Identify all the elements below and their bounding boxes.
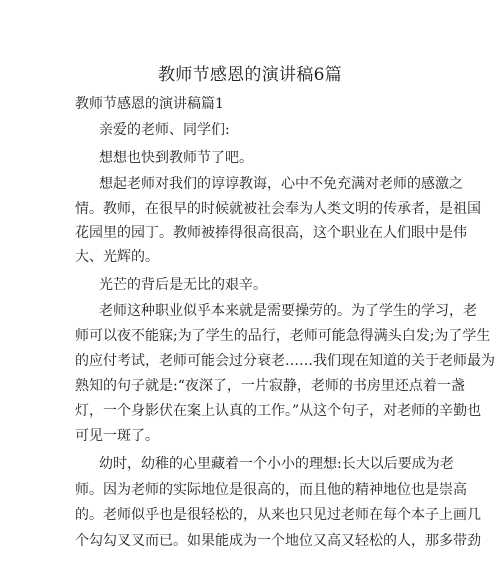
paragraph-line: 的。老师似乎也是很轻松的，从来也只见过老师在每个本子上画几 — [75, 507, 481, 523]
paragraph-line: 想想也快到教师节了吧。 — [99, 150, 253, 166]
paragraph-line: 的应付考试，老师可能会过分衰老……我们现在知道的关于老师最为 — [75, 353, 495, 369]
paragraph-line: 情。教师，在很早的时候就被社会奉为人类文明的传承者，是祖国 — [75, 201, 481, 217]
paragraph-line: 个勾勾叉叉而已。如果能成为一个地位又高又轻松的人，那多带劲 — [75, 533, 481, 549]
paragraph-line: 师。因为老师的实际地位是很高的，而且他的精神地位也是崇高 — [75, 482, 467, 498]
paragraph-line: 熟知的句子就是:“夜深了，一片寂静，老师的书房里还点着一盏 — [75, 378, 465, 394]
paragraph-line: 亲爱的老师、同学们: — [99, 122, 230, 138]
paragraph-line: 光芒的背后是无比的艰辛。 — [99, 277, 267, 293]
paragraph-line: 花园里的园丁。教师被捧得很高很高，这个职业在人们眼中是伟 — [75, 225, 467, 241]
paragraph-line: 老师这种职业似乎本来就是需要操劳的。为了学生的学习，老 — [99, 303, 477, 319]
paragraph-line: 灯，一个身影伏在案上认真的工作。”从这个句子，对老师的辛勤也 — [75, 403, 482, 419]
section-subtitle: 教师节感恩的演讲稿篇1 — [75, 96, 224, 112]
paragraph-line: 师可以夜不能寐;为了学生的品行，老师可能急得满头白发;为了学生 — [75, 328, 491, 344]
document-title: 教师节感恩的演讲稿6篇 — [157, 65, 343, 85]
paragraph-line: 想起老师对我们的谆谆教诲，心中不免充满对老师的感激之 — [99, 176, 463, 192]
paragraph-line: 大、光辉的。 — [75, 249, 159, 265]
paragraph-line: 幼时，幼稚的心里藏着一个小小的理想:长大以后要成为老 — [99, 456, 454, 472]
paragraph-line: 可见一斑了。 — [75, 428, 159, 444]
